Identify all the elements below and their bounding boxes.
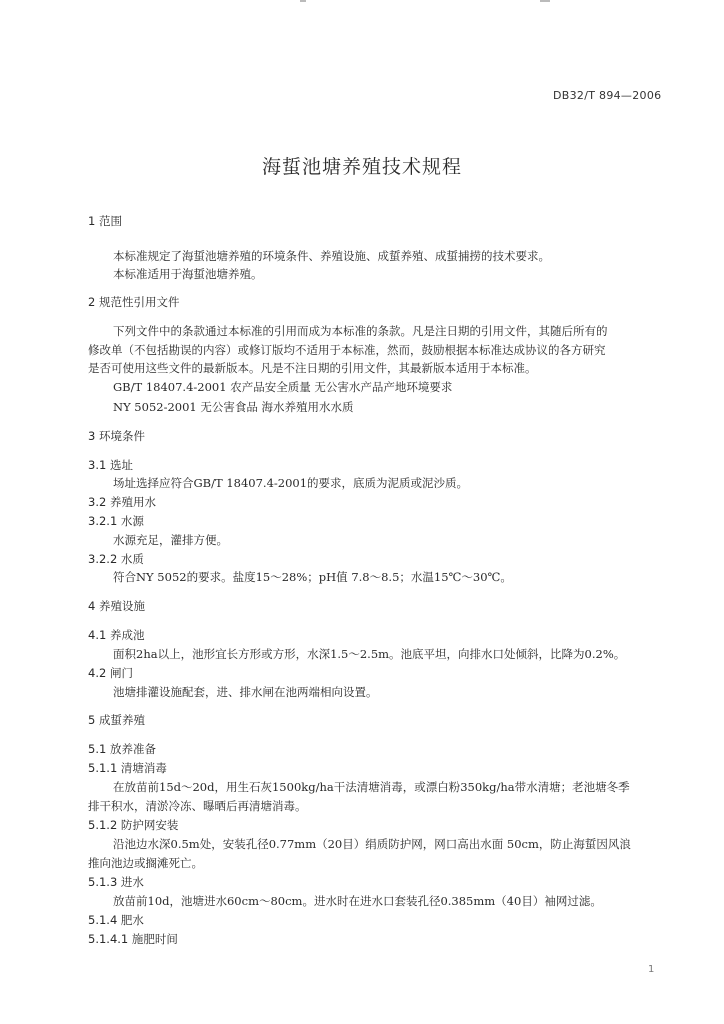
subsection-heading: 5.1 放养准备 (88, 742, 156, 756)
paragraph-line: 池塘排灌设施配套，进、排水闸在池两端相向设置。 (113, 685, 378, 699)
paragraph-line: 本标准规定了海蜇池塘养殖的环境条件、养殖设施、成蜇养殖、成蜇捕捞的技术要求。 (113, 249, 550, 263)
subsection-heading: 5.1.4 肥水 (88, 913, 144, 927)
document-id: DB32/T 894—2006 (553, 89, 662, 102)
scan-mark-top (300, 0, 306, 2)
subsection-heading: 3.2.2 水质 (88, 552, 144, 566)
scan-mark-top-right (540, 0, 550, 2)
paragraph-line: 下列文件中的条款通过本标准的引用而成为本标准的条款。凡是注日期的引用文件，其随后所有的 (113, 324, 608, 338)
subsection-heading: 5.1.4.1 施肥时间 (88, 932, 178, 946)
section-heading-4: 4 养殖设施 (88, 599, 145, 613)
document-title: 海蜇池塘养殖技术规程 (261, 156, 462, 178)
section-heading-5: 5 成蜇养殖 (88, 713, 145, 727)
subsection-heading: 3.1 选址 (88, 458, 133, 472)
paragraph-line: 在放苗前15d～20d，用生石灰1500kg/ha干法清塘消毒，或漂白粉350kg/ha带水清塘；老池塘冬季 (113, 780, 630, 794)
section-heading-2: 2 规范性引用文件 (88, 295, 180, 309)
paragraph-line: 推向池边或搁滩死亡。 (88, 856, 203, 870)
paragraph-line: 放苗前10d，池塘进水60cm～80cm。进水时在进水口套装孔径0.385mm（40目）袖网过滤。 (113, 894, 602, 908)
paragraph-line: 修改单（不包括勘误的内容）或修订版均不适用于本标准，然而，鼓励根据本标准达成协议的各方研究 (88, 343, 606, 357)
subsection-heading: 5.1.3 进水 (88, 875, 144, 889)
subsection-heading: 5.1.2 防护网安装 (88, 818, 179, 832)
section-heading-3: 3 环境条件 (88, 429, 145, 443)
paragraph-line: 水源充足，灌排方便。 (113, 533, 228, 547)
paragraph-line: 本标准适用于海蜇池塘养殖。 (113, 267, 263, 281)
subsection-heading: 4.2 闸门 (88, 666, 133, 680)
page-number: 1 (648, 964, 655, 975)
subsection-heading: 3.2.1 水源 (88, 514, 144, 528)
paragraph-line: 沿池边水深0.5m处，安装孔径0.77mm（20目）绢质防护网，网口高出水面 50cm，防止海蜇因风浪 (113, 837, 631, 851)
subsection-heading: 4.1 养成池 (88, 628, 145, 642)
subsection-heading: 5.1.1 清塘消毒 (88, 761, 167, 775)
paragraph-line: 是否可使用这些文件的最新版本。凡是不注日期的引用文件，其最新版本适用于本标准。 (88, 361, 537, 375)
subsection-heading: 3.2 养殖用水 (88, 495, 156, 509)
reference-line: GB/T 18407.4-2001 农产品安全质量 无公害水产品产地环境要求 (113, 380, 453, 394)
reference-line: NY 5052-2001 无公害食品 海水养殖用水水质 (113, 400, 354, 414)
section-heading-1: 1 范围 (88, 214, 122, 228)
paragraph-line: 面积2ha以上，池形宜长方形或方形，水深1.5～2.5m。池底平坦，向排水口处倾斜，比降为0.2%。 (113, 647, 626, 661)
paragraph-line: 场址选择应符合GB/T 18407.4-2001的要求，底质为泥质或泥沙质。 (113, 476, 469, 490)
paragraph-line: 排干积水，清淤冷冻、曝晒后再清塘消毒。 (88, 799, 307, 813)
paragraph-line: 符合NY 5052的要求。盐度15～28%；pH值 7.8～8.5；水温15℃～30℃。 (113, 570, 512, 584)
